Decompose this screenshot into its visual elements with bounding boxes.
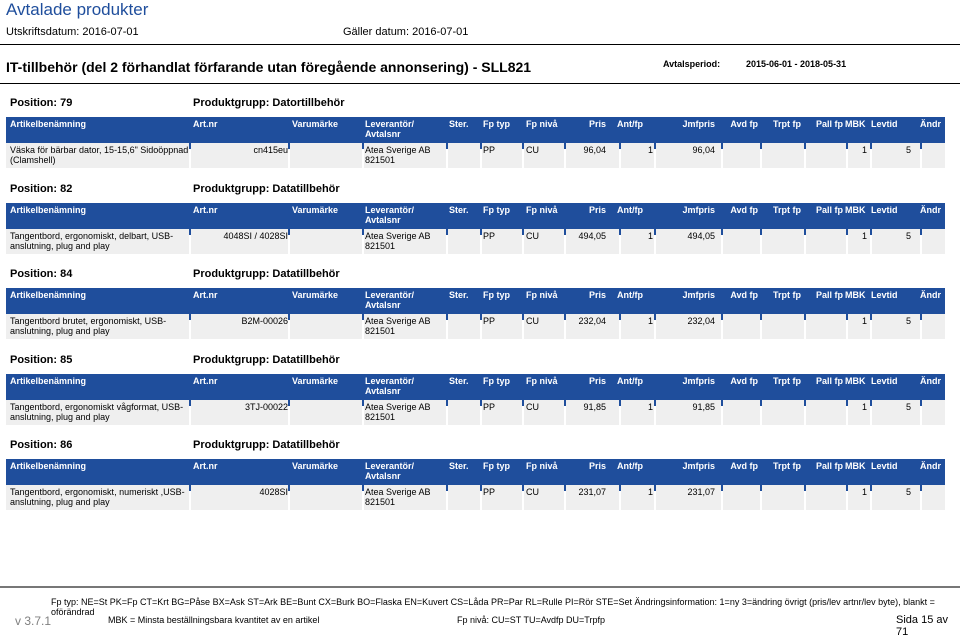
table-cell (762, 400, 804, 425)
column-header-varumarke: Varumärke (292, 461, 339, 471)
column-header-jmfpris: Jmfpris (682, 204, 715, 215)
cell-leverantor (365, 487, 431, 507)
column-header-trptfp: Trpt fp (773, 119, 801, 129)
column-header-leverantor-line2: Avtalsnr (365, 471, 401, 481)
position-label: Position: 86 (10, 439, 73, 451)
column-header-trptfp: Trpt fp (773, 375, 801, 386)
table-row (6, 314, 945, 339)
table-cell (806, 229, 846, 254)
column-header-fptyp: Fp typ (483, 119, 510, 129)
column-header-andr: Ändr (920, 290, 941, 300)
cell-levtid: 5 (905, 401, 911, 412)
cell-levtid: 5 (905, 487, 911, 497)
table-cell (806, 143, 846, 168)
column-header-pris: Pris (588, 204, 606, 215)
cell-artikel (10, 487, 185, 507)
cell-pris: 232,04 (578, 316, 606, 326)
column-header-jmfpris: Jmfpris (682, 290, 715, 300)
cell-mbk: 1 (861, 401, 867, 412)
table-cell (723, 143, 760, 168)
table-cell (290, 229, 362, 254)
cell-pris: 96,04 (583, 145, 606, 155)
column-header-avdfp: Avd fp (730, 119, 758, 129)
cell-artnr: 4048SI / 4028SI (223, 230, 288, 241)
column-header-artikel: Artikelbenämning (10, 461, 87, 471)
column-header-leverantor-line1: Leverantör/ (365, 375, 415, 386)
cell-mbk: 1 (861, 316, 867, 326)
column-header-fptyp: Fp typ (483, 461, 510, 471)
column-header-leverantor (365, 376, 414, 396)
table-cell (922, 400, 945, 425)
column-header-trptfp: Trpt fp (773, 290, 801, 300)
column-header-fpniva: Fp nivå (526, 461, 558, 471)
column-header-artnr: Art.nr (193, 119, 218, 129)
table-cell (723, 400, 760, 425)
cell-levtid: 5 (905, 230, 911, 241)
cell-fptyp: PP (483, 401, 496, 412)
column-header-mbk: MBK (845, 461, 866, 471)
cell-fpniva: CU (526, 401, 539, 412)
cell-artikel-line1: Tangentbord brutet, ergonomiskt, USB- (10, 316, 167, 326)
produktgrupp-label: Produktgrupp: Datatillbehör (193, 353, 340, 366)
column-header-mbk: MBK (845, 204, 866, 215)
table-cell (922, 314, 945, 339)
cell-antfp: 1 (647, 230, 653, 241)
footer-mbk-note: MBK = Minsta beställningsbara kvantitet av en artikel (108, 615, 320, 625)
cell-pris: 91,85 (583, 401, 606, 412)
cell-artikel-line1: Tangentbord, ergonomiskt, numeriskt ,USB- (10, 487, 185, 497)
position-label: Position: 82 (10, 182, 73, 195)
cell-avtalsnr: 821501 (365, 326, 396, 336)
cell-artikel-line2: (Clamshell) (10, 155, 56, 165)
column-header-levtid: Levtid (871, 204, 898, 215)
table-cell (290, 143, 362, 168)
column-header-avdfp: Avd fp (730, 290, 758, 300)
table-cell (806, 314, 846, 339)
column-header-pallfp: Pall fp (815, 290, 843, 300)
column-header-leverantor-line1: Leverantör/ (365, 119, 415, 129)
column-header-andr: Ändr (920, 461, 941, 471)
column-header-fpniva: Fp nivå (526, 375, 558, 386)
cell-avtalsnr: 821501 (365, 411, 396, 422)
column-header-pris: Pris (588, 375, 606, 386)
column-header-levtid: Levtid (871, 461, 898, 471)
footer-rule (0, 586, 960, 588)
column-header-leverantor (365, 205, 414, 225)
table-cell (448, 485, 480, 510)
column-header-leverantor-line1: Leverantör/ (365, 204, 415, 215)
column-header-jmfpris: Jmfpris (682, 119, 715, 129)
table-row (6, 143, 945, 168)
cell-artikel-line2: anslutning, plug and play (10, 497, 110, 507)
column-header-trptfp: Trpt fp (773, 461, 801, 471)
cell-jmfpris: 494,05 (687, 230, 715, 241)
table-cell (448, 229, 480, 254)
column-header-avdfp: Avd fp (730, 375, 758, 386)
cell-artikel (10, 316, 166, 336)
column-header-antfp: Ant/fp (617, 119, 643, 129)
column-header-fptyp: Fp typ (483, 375, 510, 386)
version-label: v 3.7.1 (15, 614, 52, 628)
cell-pris: 494,05 (578, 230, 606, 241)
column-header-trptfp: Trpt fp (773, 204, 801, 215)
position-label: Position: 79 (10, 97, 73, 109)
cell-artikel-line2: anslutning, plug and play (10, 411, 110, 422)
column-header-levtid: Levtid (871, 290, 898, 300)
column-header-artikel: Artikelbenämning (10, 290, 87, 300)
column-header-pris: Pris (588, 461, 606, 471)
table-cell (922, 485, 945, 510)
column-header-pallfp: Pall fp (815, 375, 843, 386)
table-cell (806, 400, 846, 425)
cell-mbk: 1 (861, 487, 867, 497)
table-cell (806, 485, 846, 510)
valid-date: Gäller datum: 2016-07-01 (343, 26, 469, 38)
column-header-varumarke: Varumärke (292, 204, 339, 215)
column-header-pris: Pris (588, 290, 606, 300)
cell-artikel-line2: anslutning, plug and play (10, 240, 110, 251)
table-cell (922, 229, 945, 254)
cell-leverantor (365, 145, 431, 165)
column-header-pris: Pris (588, 119, 606, 129)
heading-rule (0, 83, 960, 84)
column-header-levtid: Levtid (871, 119, 898, 129)
column-header-mbk: MBK (845, 119, 866, 129)
column-header-artnr: Art.nr (193, 375, 218, 386)
cell-artikel-line1: Tangentbord, ergonomiskt, delbart, USB- (10, 230, 174, 241)
column-header-pallfp: Pall fp (815, 204, 843, 215)
cell-artikel (10, 231, 173, 251)
column-header-artikel: Artikelbenämning (10, 119, 87, 129)
column-header-ster: Ster. (449, 290, 469, 300)
column-header-andr: Ändr (920, 375, 941, 386)
column-header-pallfp: Pall fp (815, 119, 843, 129)
cell-artikel-line1: Väska för bärbar dator, 15-15,6" Sidoöppnad (10, 145, 189, 155)
column-header-artnr: Art.nr (193, 461, 218, 471)
column-header-pallfp: Pall fp (815, 461, 843, 471)
cell-avtalsnr: 821501 (365, 497, 396, 507)
cell-mbk: 1 (861, 230, 867, 241)
column-header-artnr: Art.nr (193, 204, 218, 215)
column-header-fptyp: Fp typ (483, 204, 510, 215)
cell-leverantor-name: Atea Sverige AB (365, 145, 431, 155)
cell-jmfpris: 91,85 (692, 401, 715, 412)
table-cell (723, 314, 760, 339)
cell-artikel-line1: Tangentbord, ergonomiskt vågformat, USB- (10, 401, 184, 412)
cell-jmfpris: 232,04 (687, 316, 715, 326)
cell-artikel-line2: anslutning, plug and play (10, 326, 110, 336)
table-row (6, 229, 945, 254)
cell-fptyp: PP (483, 230, 496, 241)
cell-artnr: cn415eu (253, 145, 288, 155)
column-header-mbk: MBK (845, 290, 866, 300)
cell-artnr: 4028SI (259, 487, 288, 497)
cell-antfp: 1 (647, 316, 653, 326)
column-header-leverantor-line2: Avtalsnr (365, 300, 401, 310)
cell-antfp: 1 (647, 145, 653, 155)
cell-pris: 231,07 (578, 487, 606, 497)
table-cell (922, 143, 945, 168)
footer-legend-fp: Fp typ: NE=St PK=Fp CT=Krt BG=Påse BX=Ask ST=Ark BE=Bunt CX=Burk BO=Flaska EN=Kuvert CS=Låda PR=Par RL=Rulle PI=Rör STE=Set Ändringsinformation: 1=ny 3=ändring övrigt (pris/lev artnr/lev byte), blankt = oförändrad (51, 597, 935, 617)
column-header-leverantor-line1: Leverantör/ (365, 461, 415, 471)
column-header-mbk: MBK (845, 375, 866, 386)
column-header-antfp: Ant/fp (617, 461, 643, 471)
column-header-leverantor-line2: Avtalsnr (365, 385, 401, 396)
cell-avtalsnr: 821501 (365, 155, 396, 165)
column-header-antfp: Ant/fp (617, 375, 643, 386)
position-label: Position: 85 (10, 353, 73, 366)
table-cell (723, 485, 760, 510)
table-cell (762, 314, 804, 339)
column-header-leverantor (365, 119, 414, 139)
column-header-varumarke: Varumärke (292, 375, 339, 386)
cell-artnr: 3TJ-00022 (244, 401, 288, 412)
cell-fptyp: PP (483, 145, 496, 155)
column-header-fpniva: Fp nivå (526, 119, 558, 129)
cell-levtid: 5 (905, 145, 911, 155)
cell-leverantor (365, 231, 431, 251)
cell-fpniva: CU (526, 316, 539, 326)
column-header-avdfp: Avd fp (730, 461, 758, 471)
table-cell (448, 143, 480, 168)
table-cell (290, 400, 362, 425)
column-header-leverantor (365, 290, 414, 310)
column-header-jmfpris: Jmfpris (682, 461, 715, 471)
produktgrupp-label: Produktgrupp: Datortillbehör (193, 97, 345, 109)
table-cell (290, 485, 362, 510)
table-cell (723, 229, 760, 254)
print-date: Utskriftsdatum: 2016-07-01 (6, 26, 139, 38)
column-header-ster: Ster. (449, 119, 469, 129)
cell-fptyp: PP (483, 316, 496, 326)
table-cell (290, 314, 362, 339)
period-label: Avtalsperiod: (663, 59, 721, 69)
column-header-ster: Ster. (449, 204, 469, 215)
cell-avtalsnr: 821501 (365, 240, 396, 251)
column-header-artikel: Artikelbenämning (10, 204, 87, 215)
period-value: 2015-06-01 - 2018-05-31 (746, 59, 847, 69)
position-label: Position: 84 (10, 268, 73, 280)
page-number: Sida 15 av 71 (896, 614, 948, 638)
cell-jmfpris: 231,07 (687, 487, 715, 497)
cell-leverantor (365, 402, 431, 422)
column-header-andr: Ändr (920, 204, 941, 215)
column-header-andr: Ändr (920, 119, 941, 129)
column-header-fptyp: Fp typ (483, 290, 510, 300)
table-cell (762, 229, 804, 254)
cell-levtid: 5 (905, 316, 911, 326)
table-cell (448, 314, 480, 339)
cell-antfp: 1 (647, 401, 653, 412)
column-header-artnr: Art.nr (193, 290, 218, 300)
cell-fpniva: CU (526, 487, 539, 497)
column-header-leverantor-line2: Avtalsnr (365, 129, 401, 139)
column-header-varumarke: Varumärke (292, 290, 339, 300)
column-header-antfp: Ant/fp (617, 204, 643, 215)
cell-leverantor-name: Atea Sverige AB (365, 487, 431, 497)
column-header-fpniva: Fp nivå (526, 290, 558, 300)
agreement-heading: IT-tillbehör (del 2 förhandlat förfarande utan föregående annonsering) - SLL821 (6, 59, 532, 75)
column-header-leverantor (365, 461, 414, 481)
top-rule (0, 44, 960, 45)
footer-fp-niva-note: Fp nivå: CU=ST TU=Avdfp DU=Trpfp (457, 615, 605, 625)
cell-fpniva: CU (526, 145, 539, 155)
column-header-leverantor-line1: Leverantör/ (365, 290, 415, 300)
cell-leverantor-name: Atea Sverige AB (365, 316, 431, 326)
table-row (6, 485, 945, 510)
column-header-varumarke: Varumärke (292, 119, 339, 129)
column-header-ster: Ster. (449, 375, 469, 386)
table-cell (762, 485, 804, 510)
column-header-avdfp: Avd fp (730, 204, 758, 215)
column-header-antfp: Ant/fp (617, 290, 643, 300)
cell-fptyp: PP (483, 487, 496, 497)
produktgrupp-label: Produktgrupp: Datatillbehör (193, 268, 340, 280)
table-cell (762, 143, 804, 168)
document-title: Avtalade produkter (6, 0, 149, 19)
table-row (6, 400, 945, 425)
cell-fpniva: CU (526, 230, 539, 241)
column-header-levtid: Levtid (871, 375, 898, 386)
column-header-ster: Ster. (449, 461, 469, 471)
cell-mbk: 1 (861, 145, 867, 155)
cell-leverantor-name: Atea Sverige AB (365, 401, 431, 412)
column-header-fpniva: Fp nivå (526, 204, 558, 215)
column-header-artikel: Artikelbenämning (10, 375, 87, 386)
produktgrupp-label: Produktgrupp: Datatillbehör (193, 182, 340, 195)
cell-artikel (10, 402, 183, 422)
cell-jmfpris: 96,04 (692, 145, 715, 155)
cell-artikel (10, 145, 188, 165)
cell-leverantor-name: Atea Sverige AB (365, 230, 431, 241)
column-header-leverantor-line2: Avtalsnr (365, 214, 401, 225)
table-cell (448, 400, 480, 425)
cell-antfp: 1 (647, 487, 653, 497)
cell-artnr: B2M-00026 (241, 316, 288, 326)
cell-leverantor (365, 316, 431, 336)
column-header-jmfpris: Jmfpris (682, 375, 715, 386)
produktgrupp-label: Produktgrupp: Datatillbehör (193, 439, 340, 451)
